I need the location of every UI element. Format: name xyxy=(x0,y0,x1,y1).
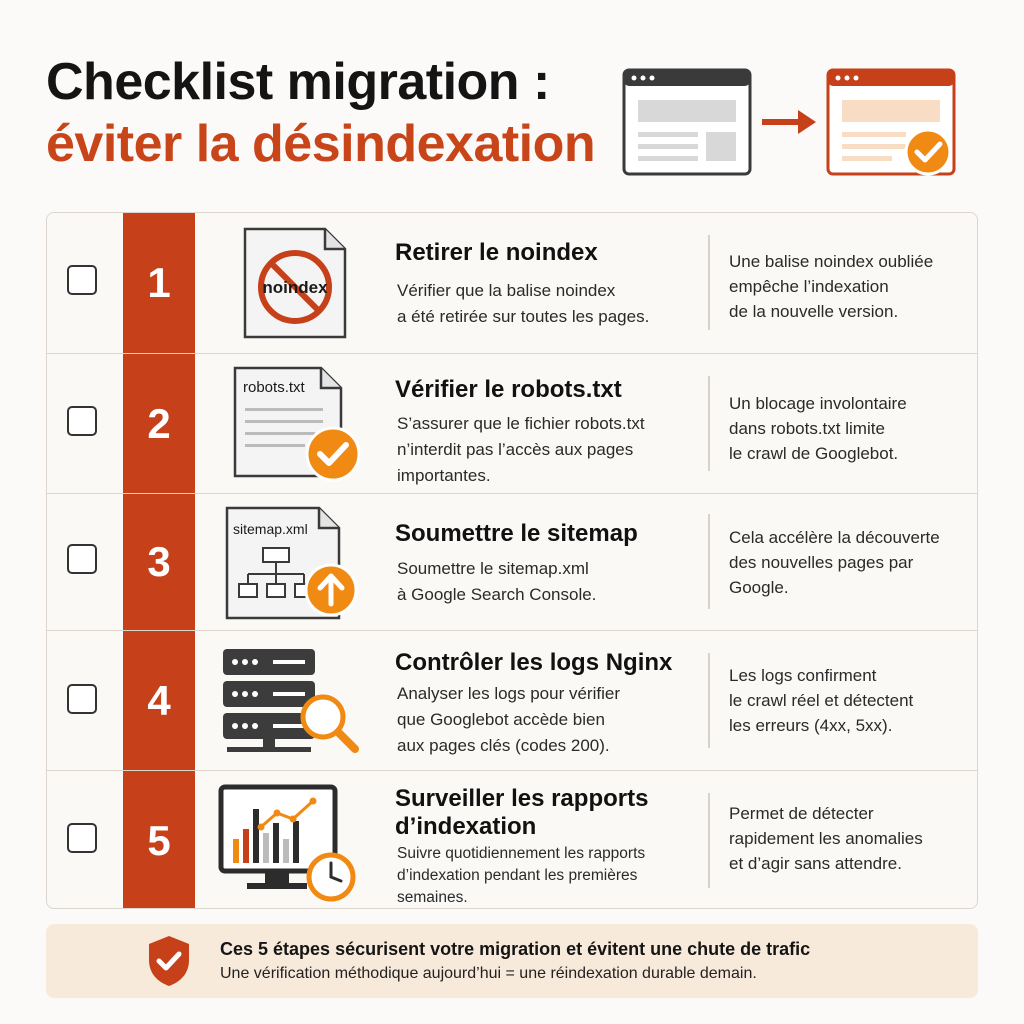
step-note: Un blocage involontaire dans robots.txt limite le crawl de Googlebot. xyxy=(729,394,907,463)
step-2-checkbox[interactable] xyxy=(67,406,97,436)
checklist-step-1 xyxy=(47,213,977,354)
icon-label: sitemap.xml xyxy=(233,521,308,537)
icon-label: robots.txt xyxy=(243,379,305,396)
step-3-checkbox[interactable] xyxy=(67,544,97,574)
noindex-document-icon xyxy=(217,225,367,345)
step-note: Cela accélère la découverte des nouvelles pages par Google. xyxy=(729,528,940,597)
step-description: S’assurer que le fichier robots.txt n’interdit pas l’accès aux pages importantes. xyxy=(397,414,645,485)
step-number: 5 xyxy=(123,771,195,909)
step-4-checkbox[interactable] xyxy=(67,684,97,714)
shield-check-icon xyxy=(146,934,192,988)
step-number: 4 xyxy=(123,631,195,770)
footer-title: Ces 5 étapes sécurisent votre migration et évitent une chute de trafic xyxy=(220,939,811,959)
checklist-step-5 xyxy=(47,771,977,909)
step-title: Vérifier le robots.txt xyxy=(395,376,622,403)
monitor-chart-clock-icon xyxy=(217,783,367,903)
server-logs-search-icon xyxy=(217,641,367,761)
footer-callout xyxy=(46,924,978,998)
sitemap-upload-icon xyxy=(217,504,367,624)
checklist-step-4 xyxy=(47,631,977,771)
page-title-line1: Checklist migration : xyxy=(46,53,550,111)
step-5-checkbox[interactable] xyxy=(67,823,97,853)
step-title: Retirer le noindex xyxy=(395,239,598,266)
step-description: Analyser les logs pour vérifier que Googlebot accède bien aux pages clés (codes 200). xyxy=(397,684,620,755)
step-note: Les logs confirment le crawl réel et détectent les erreurs (4xx, 5xx). xyxy=(729,666,914,735)
row-divider xyxy=(708,376,710,471)
page-title-line2: éviter la désindexation xyxy=(46,115,596,173)
row-divider xyxy=(708,653,710,748)
step-note: Une balise noindex oubliée empêche l’indexation de la nouvelle version. xyxy=(729,252,934,321)
browser-migration-icon xyxy=(620,64,960,184)
step-1-checkbox[interactable] xyxy=(67,265,97,295)
step-title: Surveiller les rapports d’indexation xyxy=(395,785,649,840)
step-title: Soumettre le sitemap xyxy=(395,520,638,547)
checklist xyxy=(46,212,978,909)
row-divider xyxy=(708,793,710,888)
step-number: 2 xyxy=(123,354,195,493)
step-description: Suivre quotidiennement les rapports d’indexation pendant les premières semaines. xyxy=(397,845,646,906)
step-number: 1 xyxy=(123,213,195,353)
checklist-step-3 xyxy=(47,494,977,631)
step-description: Vérifier que la balise noindex a été retirée sur toutes les pages. xyxy=(397,281,650,326)
step-description: Soumettre le sitemap.xml à Google Search Console. xyxy=(397,559,597,604)
footer-subtitle: Une vérification méthodique aujourd’hui = une réindexation durable demain. xyxy=(220,965,757,982)
row-divider xyxy=(708,514,710,609)
step-note: Permet de détecter rapidement les anomalies et d’agir sans attendre. xyxy=(729,804,923,873)
icon-label: noindex xyxy=(262,278,328,297)
row-divider xyxy=(708,235,710,330)
step-title: Contrôler les logs Nginx xyxy=(395,649,673,676)
step-number: 3 xyxy=(123,494,195,630)
robots-file-check-icon xyxy=(217,364,367,484)
checklist-step-2 xyxy=(47,354,977,494)
